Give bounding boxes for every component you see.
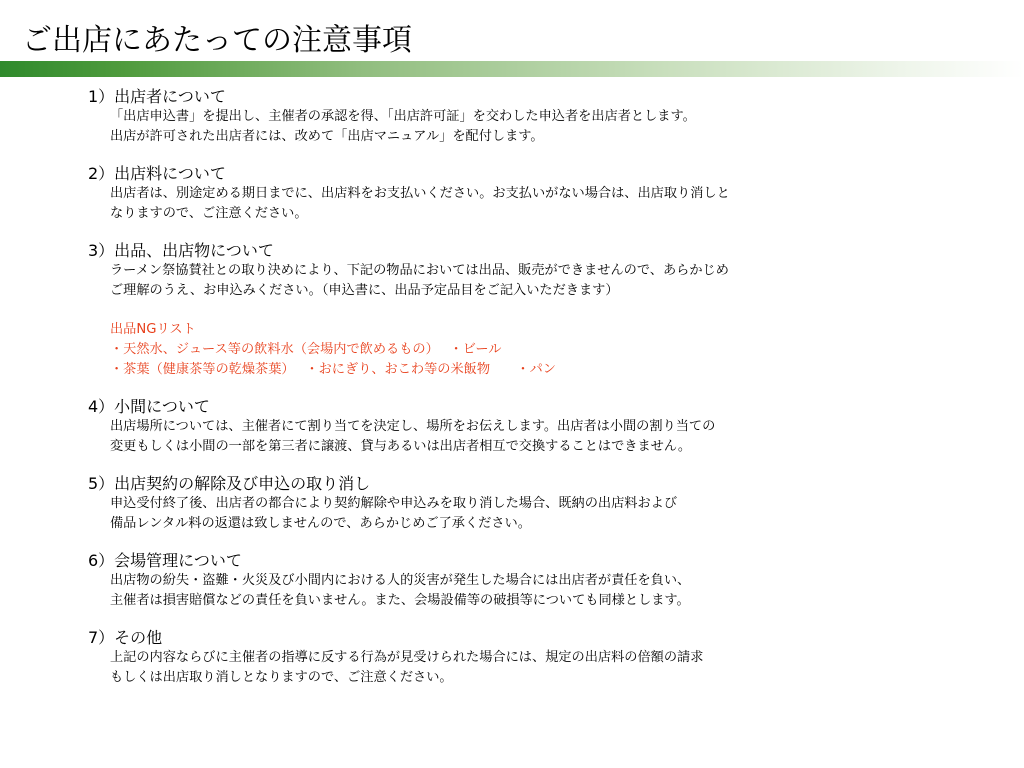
section-body-line: 出店が許可された出店者には、改めて「出店マニュアル」を配付します。	[110, 129, 544, 144]
section-heading: 1）出店者について	[88, 87, 226, 106]
notice-section-7	[88, 628, 1008, 688]
section-body-line: なりますので、ご注意ください。	[110, 206, 308, 221]
title-underline-bar	[0, 61, 1024, 77]
section-body-line: 備品レンタル料の返還は致しませんので、あらかじめご了承ください。	[110, 516, 531, 531]
section-body-line: もしくは出店取り消しとなりますので、ご注意ください。	[110, 670, 453, 685]
notice-section-5	[88, 474, 1008, 534]
ng-list	[88, 320, 1008, 380]
notice-section-3	[88, 241, 1008, 380]
section-body-line: ご理解のうえ、お申込みください。（申込書に、出品予定品目をご記入いただきます）	[110, 283, 619, 298]
section-heading: 5）出店契約の解除及び申込の取り消し	[88, 474, 371, 493]
section-body-line: ラーメン祭協賛社との取り決めにより、下記の物品においては出品、販売ができませんので、あらかじめ	[110, 263, 729, 278]
ng-list-title: 出品NGリスト	[110, 322, 196, 337]
notice-content	[88, 87, 1008, 705]
section-body-line: 出店場所については、主催者にて割り当てを決定し、場所をお伝えします。出店者は小間の割り当ての	[110, 419, 716, 434]
section-body-line: 上記の内容ならびに主催者の指導に反する行為が見受けられた場合には、規定の出店料の倍額の請求	[110, 650, 704, 665]
notice-section-1	[88, 87, 1008, 147]
section-heading: 3）出品、出店物について	[88, 241, 274, 260]
section-body-line: 「出店申込書」を提出し、主催者の承認を得、「出店許可証」を交わした申込者を出店者とします。	[110, 109, 696, 124]
ng-list-item: ・天然水、ジュース等の飲料水（会場内で飲めるもの） ・ビール	[110, 342, 502, 357]
notice-section-6	[88, 551, 1008, 611]
section-body-line: 出店者は、別途定める期日までに、出店料をお支払いください。お支払いがない場合は、出店取り消しと	[110, 186, 730, 201]
section-heading: 2）出店料について	[88, 164, 226, 183]
notice-section-2	[88, 164, 1008, 224]
section-body-line: 主催者は損害賠償などの責任を負いません。また、会場設備等の破損等についても同様とします。	[110, 593, 690, 608]
notice-section-4	[88, 397, 1008, 457]
section-heading: 6）会場管理について	[88, 551, 242, 570]
section-body-line: 申込受付終了後、出店者の都合により契約解除や申込みを取り消した場合、既納の出店料および	[110, 496, 678, 511]
section-heading: 7）その他	[88, 628, 163, 647]
section-heading: 4）小間について	[88, 397, 210, 416]
section-body-line: 出店物の紛失・盗難・火災及び小間内における人的災害が発生した場合には出店者が責任を負い、	[110, 573, 691, 588]
section-body-line: 変更もしくは小間の一部を第三者に譲渡、貸与あるいは出店者相互で交換することはできません。	[110, 439, 692, 454]
ng-list-item: ・茶葉（健康茶等の乾燥茶葉） ・おにぎり、おこわ等の米飯物 ・パン	[110, 362, 556, 377]
page-title: ご出店にあたっての注意事項	[22, 23, 412, 58]
